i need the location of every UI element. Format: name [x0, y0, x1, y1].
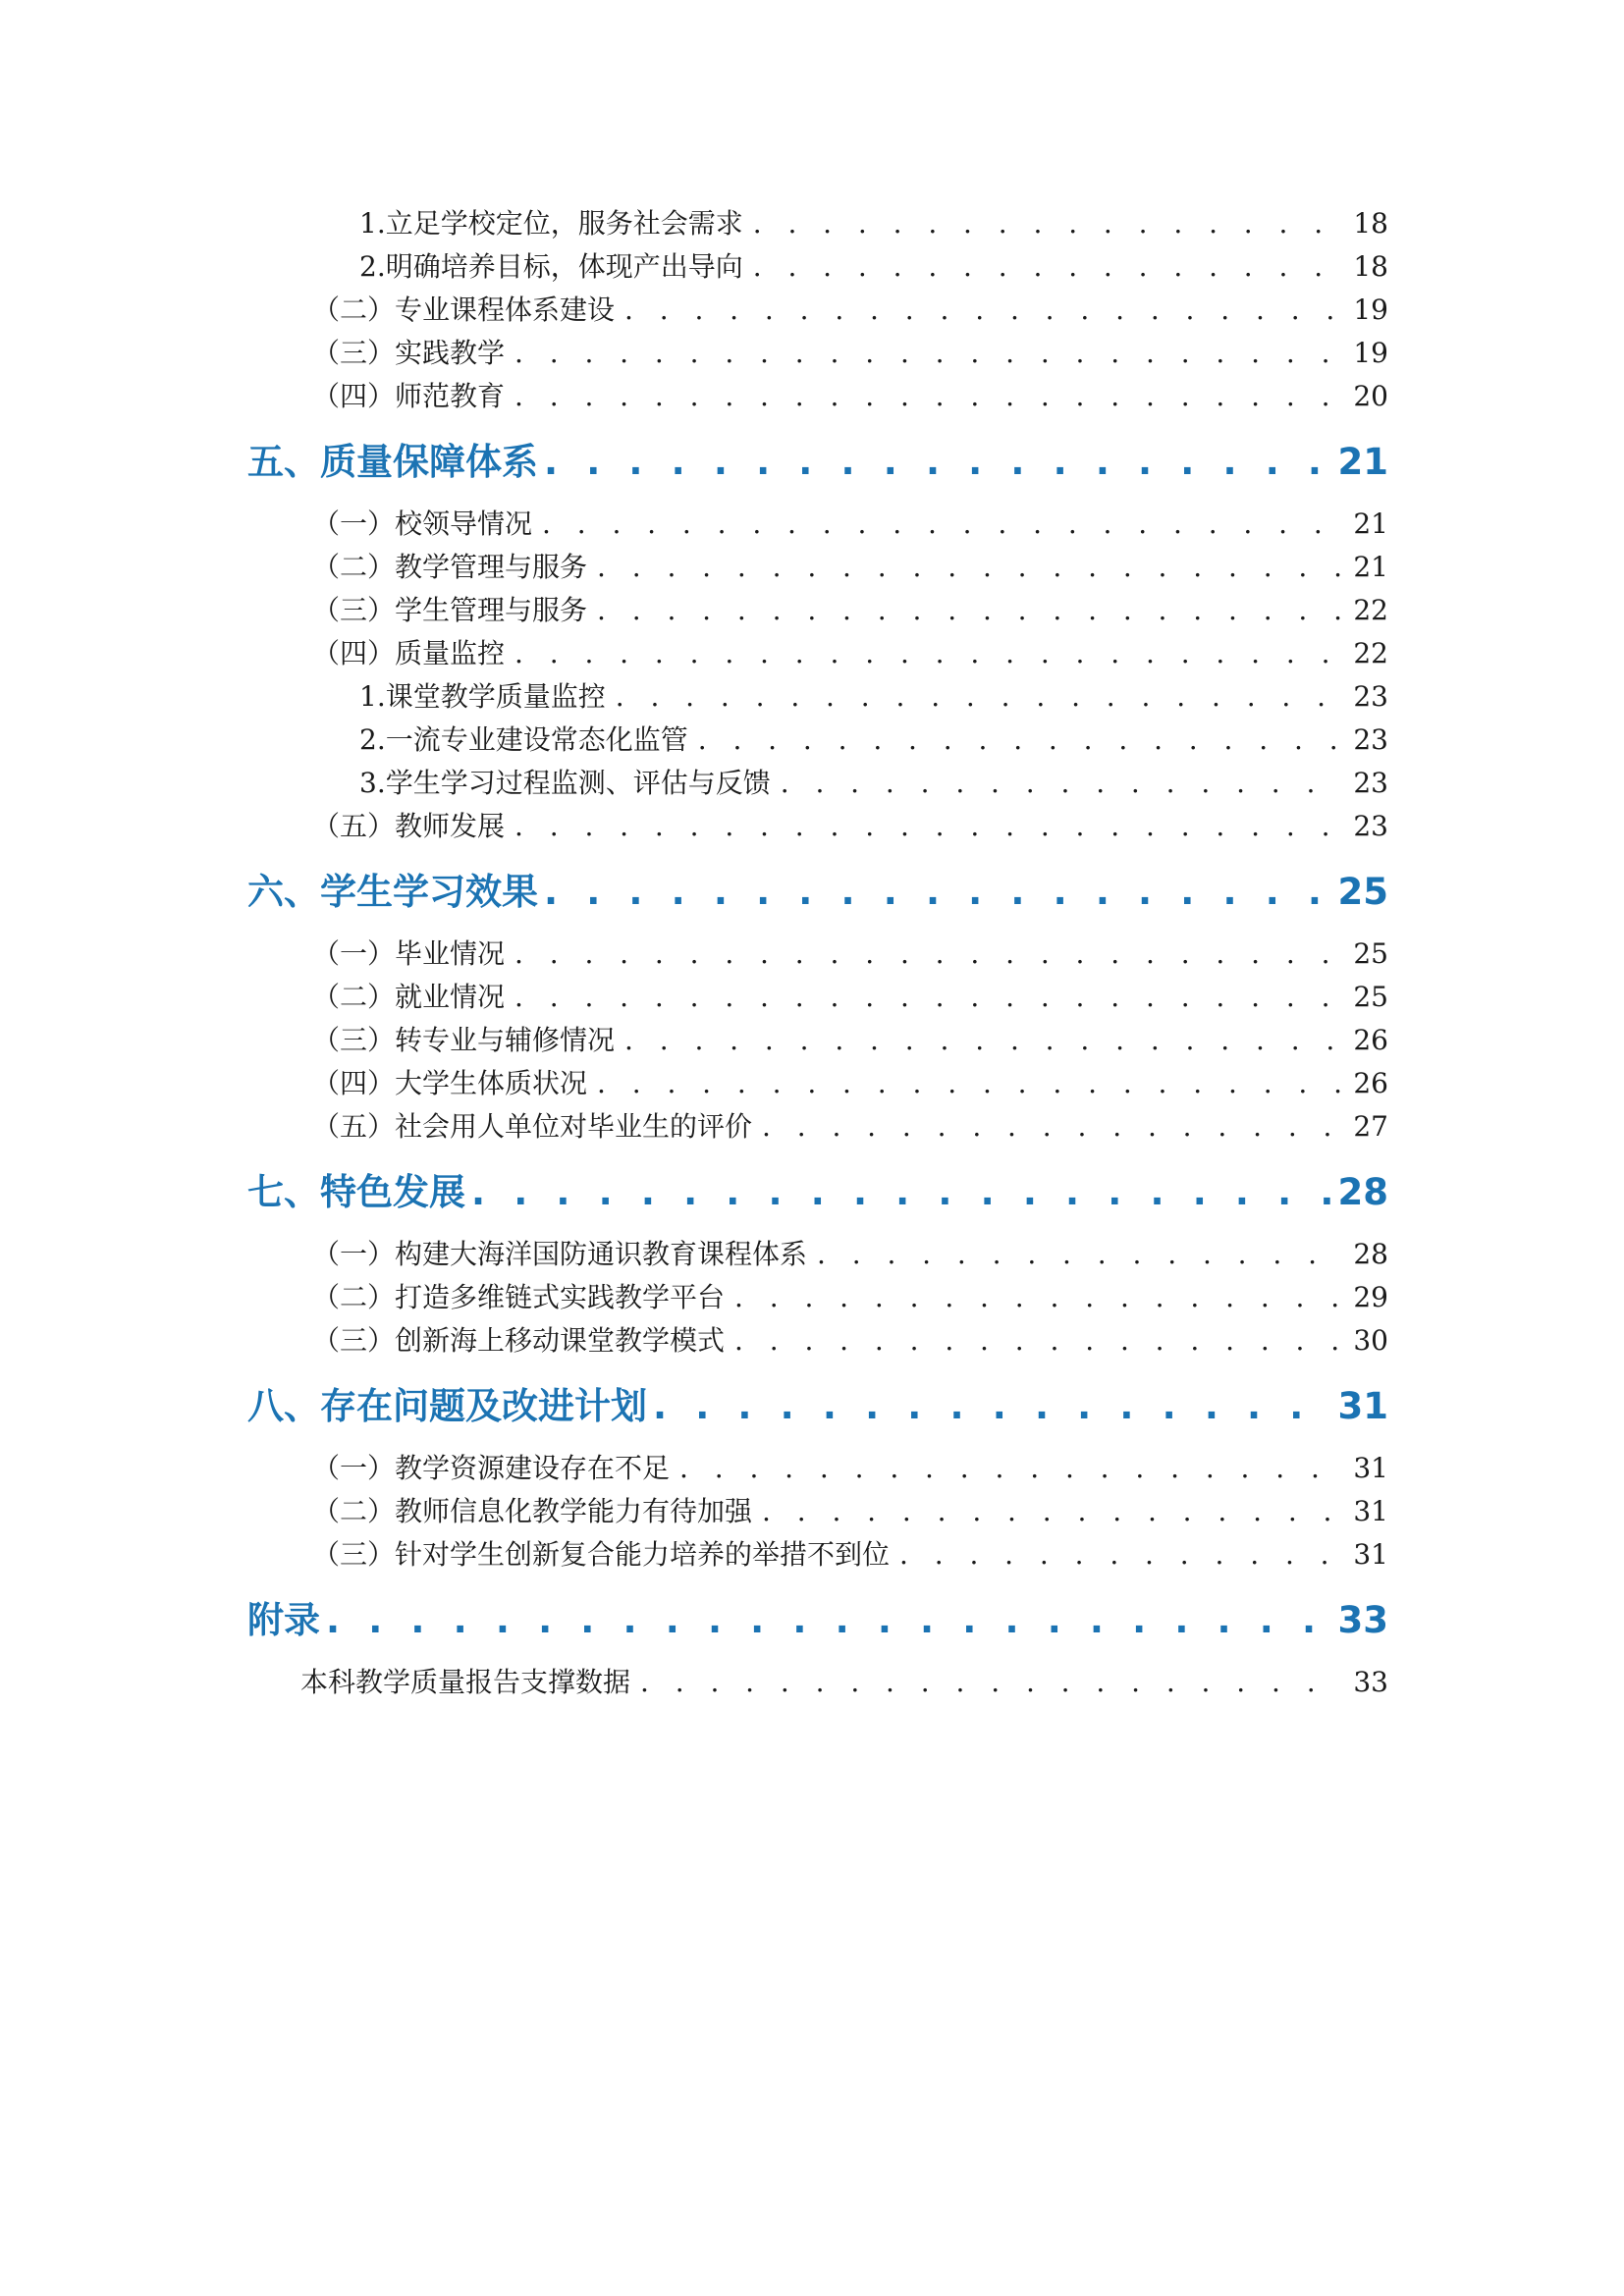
- dot-leader: [514, 937, 1343, 970]
- toc-page-number: 31: [1353, 1452, 1388, 1484]
- toc-section-label: 附录: [247, 1599, 320, 1641]
- toc-entry[interactable]: [312, 632, 1388, 671]
- dot-leader: [781, 767, 1344, 799]
- toc-entry-label: 1.课堂教学质量监控: [359, 680, 606, 713]
- toc-entry-label: （一）校领导情况: [312, 507, 533, 540]
- toc-entry[interactable]: [312, 1533, 1388, 1573]
- toc-entry-label: （五）教师发展: [312, 810, 506, 842]
- toc-section-heading[interactable]: [247, 432, 1388, 485]
- toc-entry[interactable]: [312, 805, 1388, 844]
- toc-page-number: 28: [1337, 1171, 1388, 1213]
- toc-page-number: 18: [1353, 250, 1388, 283]
- dot-leader: [734, 1324, 1343, 1357]
- toc-section-heading[interactable]: [247, 1376, 1388, 1429]
- toc-page-number: 28: [1353, 1238, 1388, 1270]
- dot-leader: [597, 1067, 1343, 1099]
- toc-entry[interactable]: [312, 1062, 1388, 1101]
- dot-leader: [597, 594, 1343, 626]
- toc-page-number: 29: [1353, 1281, 1388, 1313]
- dot-leader: [679, 1452, 1343, 1484]
- dot-leader: [597, 551, 1343, 583]
- toc-entry[interactable]: [300, 1661, 1388, 1700]
- toc-entry-label: 2.一流专业建设常态化监管: [359, 723, 688, 756]
- toc-page-number: 20: [1353, 380, 1388, 412]
- toc-page-number: 19: [1353, 337, 1388, 369]
- toc-page-number: 27: [1353, 1110, 1388, 1143]
- toc-entry-label: 本科教学质量报告支撑数据: [300, 1666, 631, 1698]
- toc-entry-label: 2.明确培养目标，体现产出导向: [359, 250, 743, 283]
- toc-entry-label: 1.立足学校定位，服务社会需求: [359, 207, 743, 240]
- toc-page-number: 25: [1353, 981, 1388, 1013]
- toc-entry[interactable]: [312, 589, 1388, 628]
- toc-page-number: 26: [1353, 1024, 1388, 1056]
- dot-leader: [544, 871, 1332, 913]
- toc-entry-label: （一）教学资源建设存在不足: [312, 1452, 671, 1484]
- toc-page-number: 21: [1337, 441, 1388, 483]
- toc-section-heading[interactable]: [247, 1590, 1388, 1643]
- toc-page-number: 23: [1353, 810, 1388, 842]
- toc-entry[interactable]: [312, 933, 1388, 972]
- toc-entry-label: 3.学生学习过程监测、评估与反馈: [359, 767, 771, 799]
- toc-entry-label: （一）毕业情况: [312, 937, 506, 970]
- toc-section-heading[interactable]: [247, 1162, 1388, 1215]
- toc-page-number: 23: [1353, 723, 1388, 756]
- dot-leader: [817, 1238, 1343, 1270]
- dot-leader: [514, 337, 1343, 369]
- toc-entry[interactable]: [359, 762, 1388, 801]
- toc-entry[interactable]: [312, 1490, 1388, 1529]
- dot-leader: [734, 1281, 1343, 1313]
- dot-leader: [514, 981, 1343, 1013]
- dot-leader: [544, 441, 1332, 483]
- toc-page-number: 22: [1353, 637, 1388, 669]
- toc-entry-label: （三）针对学生创新复合能力培养的举措不到位: [312, 1538, 891, 1571]
- toc-page-number: 31: [1337, 1385, 1388, 1427]
- toc-section-label: 五、质量保障体系: [247, 441, 538, 483]
- toc-entry[interactable]: [359, 245, 1388, 285]
- toc-page-number: 23: [1353, 767, 1388, 799]
- toc-entry[interactable]: [312, 1019, 1388, 1058]
- toc-entry-label: （二）打造多维链式实践教学平台: [312, 1281, 726, 1313]
- dot-leader: [753, 207, 1344, 240]
- toc-entry-label: （三）实践教学: [312, 337, 506, 369]
- toc-entry[interactable]: [312, 546, 1388, 585]
- dot-leader: [616, 680, 1344, 713]
- toc-entry-label: （二）教学管理与服务: [312, 551, 588, 583]
- toc-entry[interactable]: [312, 503, 1388, 542]
- dot-leader: [698, 723, 1344, 756]
- toc-page-number: 23: [1353, 680, 1388, 713]
- toc-entry[interactable]: [312, 1447, 1388, 1486]
- toc-page-number: 26: [1353, 1067, 1388, 1099]
- dot-leader: [624, 294, 1343, 326]
- toc-page-number: 22: [1353, 594, 1388, 626]
- toc-entry[interactable]: [312, 332, 1388, 371]
- toc-entry-label: （三）创新海上移动课堂教学模式: [312, 1324, 726, 1357]
- toc-page-number: 18: [1353, 207, 1388, 240]
- toc-page-number: 33: [1353, 1666, 1388, 1698]
- dot-leader: [514, 637, 1343, 669]
- toc-page-number: 25: [1337, 871, 1388, 913]
- dot-leader: [514, 380, 1343, 412]
- toc-entry[interactable]: [312, 1105, 1388, 1145]
- toc-section-label: 六、学生学习效果: [247, 871, 538, 913]
- dot-leader: [326, 1599, 1332, 1641]
- toc-page-number: 31: [1353, 1495, 1388, 1527]
- toc-entry[interactable]: [359, 719, 1388, 758]
- dot-leader: [753, 250, 1344, 283]
- dot-leader: [899, 1538, 1343, 1571]
- toc-entry[interactable]: [312, 976, 1388, 1015]
- toc-entry-label: （三）转专业与辅修情况: [312, 1024, 616, 1056]
- toc-entry-label: （四）师范教育: [312, 380, 506, 412]
- toc-page-number: 30: [1353, 1324, 1388, 1357]
- dot-leader: [471, 1171, 1332, 1213]
- toc-entry[interactable]: [312, 375, 1388, 414]
- toc-entry-label: （二）就业情况: [312, 981, 506, 1013]
- toc-page-number: 21: [1353, 507, 1388, 540]
- toc-section-label: 八、存在问题及改进计划: [247, 1385, 647, 1427]
- dot-leader: [542, 507, 1343, 540]
- dot-leader: [653, 1385, 1332, 1427]
- toc-entry[interactable]: [312, 289, 1388, 328]
- toc-entry[interactable]: [359, 202, 1388, 241]
- toc-section-label: 七、特色发展: [247, 1171, 465, 1213]
- dot-leader: [640, 1666, 1343, 1698]
- toc-entry-label: （三）学生管理与服务: [312, 594, 588, 626]
- toc-page-number: 21: [1353, 551, 1388, 583]
- toc-page-number: 25: [1353, 937, 1388, 970]
- toc-entry-label: （二）专业课程体系建设: [312, 294, 616, 326]
- toc-entry-label: （四）大学生体质状况: [312, 1067, 588, 1099]
- dot-leader: [762, 1110, 1343, 1143]
- dot-leader: [514, 810, 1343, 842]
- toc-entry[interactable]: [312, 1276, 1388, 1315]
- toc-entry-label: （二）教师信息化教学能力有待加强: [312, 1495, 753, 1527]
- toc-entry[interactable]: [312, 1319, 1388, 1359]
- toc-section-heading[interactable]: [247, 862, 1388, 915]
- toc-entry-label: （五）社会用人单位对毕业生的评价: [312, 1110, 753, 1143]
- dot-leader: [624, 1024, 1343, 1056]
- toc-entry[interactable]: [312, 1233, 1388, 1272]
- toc-page-number: 19: [1353, 294, 1388, 326]
- toc-entry-label: （四）质量监控: [312, 637, 506, 669]
- toc-entry[interactable]: [359, 675, 1388, 715]
- dot-leader: [762, 1495, 1343, 1527]
- toc-page-number: 33: [1337, 1599, 1388, 1641]
- toc-entry-label: （一）构建大海洋国防通识教育课程体系: [312, 1238, 808, 1270]
- toc-page-number: 31: [1353, 1538, 1388, 1571]
